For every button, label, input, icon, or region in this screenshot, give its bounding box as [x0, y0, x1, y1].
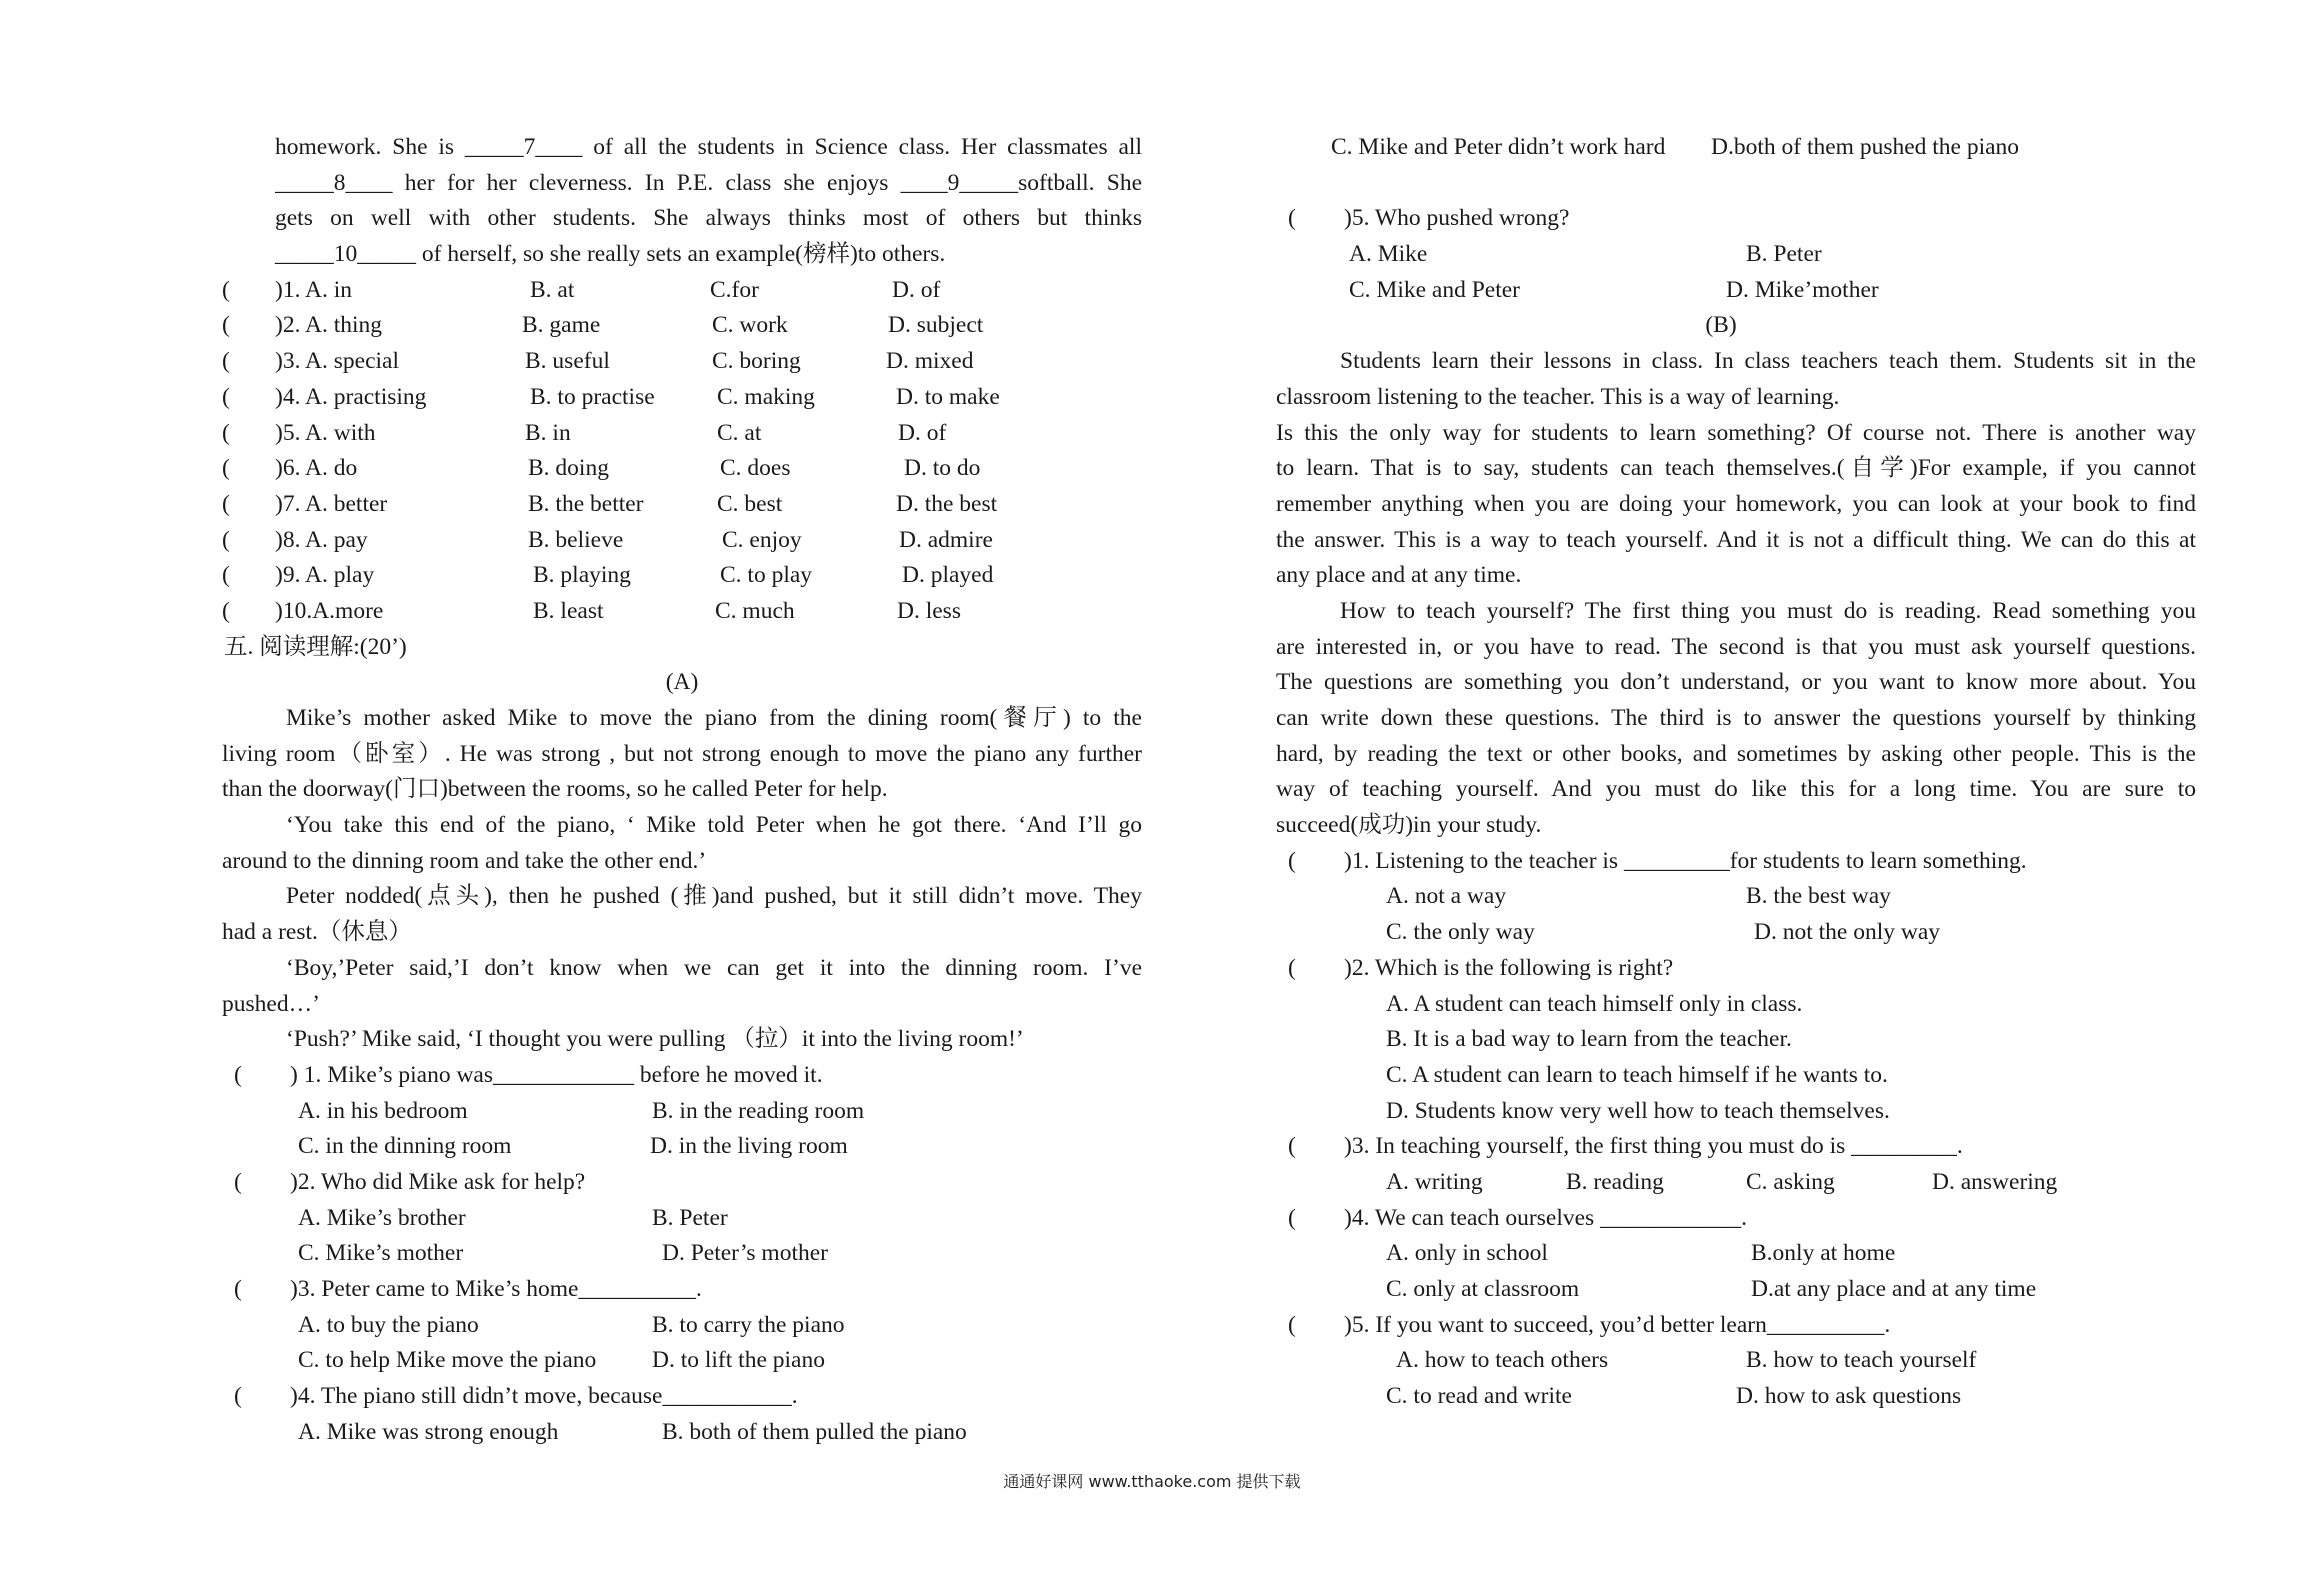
- answer-paren: (: [1288, 847, 1296, 874]
- question-stem-row: [222, 1165, 1142, 1201]
- question-stem-row: [222, 1379, 1142, 1415]
- cloze-question: [222, 594, 1142, 630]
- question-option-a: )8. A. pay: [275, 526, 368, 553]
- text-line: Is this the only way for students to learn something? Of course not. There is another way: [1276, 419, 2196, 446]
- text-line: classroom listening to the teacher. This is a way of learning.: [1276, 383, 1840, 410]
- text-line: living room（卧室）. He was strong , but not strong enough to move the piano any further: [222, 740, 1142, 767]
- question-stem: )4. We can teach ourselves ____________.: [1344, 1204, 1747, 1231]
- question-stem: )4. The piano still didn’t move, because___________.: [290, 1383, 798, 1410]
- option-b: B. Peter: [652, 1204, 728, 1231]
- question-stem: )3. In teaching yourself, the first thing you must do is _________.: [1344, 1133, 1963, 1160]
- text-line: hard, by reading the text or other books, and sometimes by asking other people. This is the: [1276, 740, 2196, 767]
- option-row: [1276, 273, 2196, 309]
- option-row: [1276, 1094, 2196, 1130]
- option-b: B. It is a bad way to learn from the teacher.: [1386, 1026, 1792, 1053]
- option-a: A. A student can teach himself only in class.: [1386, 990, 1803, 1017]
- spacer: [1276, 166, 2196, 202]
- option-c: C. Mike’s mother: [298, 1240, 464, 1267]
- question-option-d: D. to make: [896, 383, 1000, 410]
- question-option-b: B. in: [525, 419, 571, 446]
- answer-paren: (: [222, 526, 230, 553]
- cloze-paragraph: [222, 130, 1142, 273]
- question-option-c: C. does: [720, 455, 791, 482]
- answer-paren: (: [1288, 1133, 1296, 1160]
- question-stem-row: [1276, 844, 2196, 880]
- option-row: [1276, 1058, 2196, 1094]
- question-option-b: B. at: [530, 276, 575, 303]
- text-line: ‘You take this end of the piano, ‘ Mike told Peter when he got there. ‘And I’ll go: [286, 812, 1142, 839]
- question-option-a: )1. A. in: [275, 276, 353, 303]
- section-heading: 五. 阅读理解:(20’): [224, 633, 407, 660]
- question-option-b: B. least: [533, 597, 604, 624]
- option-a: A. writing: [1386, 1168, 1483, 1195]
- question-option-b: B. doing: [528, 455, 609, 482]
- cloze-question: [222, 344, 1142, 380]
- answer-paren: (: [1288, 954, 1296, 981]
- question-option-c: C.for: [710, 276, 759, 303]
- option-row: [1276, 1165, 2196, 1201]
- answer-paren: (: [234, 1383, 242, 1410]
- question-option-a: )6. A. do: [275, 455, 358, 482]
- question-option-b: B. game: [522, 312, 601, 339]
- text-line: gets on well with other students. She always thinks most of others but thinks: [275, 205, 1142, 232]
- option-a: A. only in school: [1386, 1240, 1548, 1267]
- option-row: [1276, 915, 2196, 951]
- text-line: can write down these questions. The third is to answer the questions yourself by thinking: [1276, 705, 2196, 731]
- question-option-b: B. to practise: [530, 383, 655, 410]
- passage-a-label: (A): [665, 669, 699, 696]
- cloze-question-list: [222, 273, 1142, 630]
- question-option-c: C. work: [712, 312, 788, 339]
- option-c: C. A student can learn to teach himself if he wants to.: [1386, 1061, 1888, 1088]
- option-b: B. how to teach yourself: [1746, 1347, 1977, 1374]
- answer-paren: (: [234, 1168, 242, 1195]
- cloze-question: [222, 523, 1142, 559]
- cloze-question: [222, 451, 1142, 487]
- text-line: ‘Boy,’Peter said,’I don’t know when we can get it into the dinning room. I’ve: [286, 954, 1142, 981]
- question-option-a: )10.A.more: [275, 597, 384, 624]
- answer-paren: (: [222, 383, 230, 410]
- option-b: B. Peter: [1746, 241, 1822, 268]
- answer-paren: (: [1288, 205, 1296, 232]
- question-option-c: C. best: [717, 490, 783, 517]
- passage-a: [222, 701, 1142, 1058]
- question-stem: )5. Who pushed wrong?: [1344, 205, 1570, 232]
- question-option-a: )4. A. practising: [275, 383, 427, 410]
- page-footer: 通通好课网 www.tthaoke.com 提供下载: [1003, 1472, 1301, 1491]
- passage-b-label: (B): [1705, 312, 1737, 339]
- option-row: [1276, 879, 2196, 915]
- answer-paren: (: [222, 597, 230, 624]
- question-option-a: )2. A. thing: [275, 312, 383, 339]
- option-b: B. to carry the piano: [652, 1311, 845, 1338]
- text-line: to learn. That is to say, students can teach themselves.(自学)For example, if you cannot: [1276, 455, 2196, 482]
- answer-paren: (: [222, 276, 230, 303]
- text-line: Students learn their lessons in class. In class teachers teach them. Students sit in the: [1340, 348, 2196, 375]
- question-option-a: )7. A. better: [275, 490, 388, 517]
- answer-paren: (: [222, 490, 230, 517]
- answer-paren: (: [222, 419, 230, 446]
- question-option-b: B. useful: [525, 348, 610, 375]
- text-line: ‘Push?’ Mike said, ‘I thought you were pulling （拉）it into the living room!’: [286, 1026, 1024, 1053]
- cloze-question: [222, 308, 1142, 344]
- option-d: D. how to ask questions: [1736, 1383, 1962, 1410]
- question-option-c: C. at: [717, 419, 762, 446]
- text-line: the answer. This is a way to teach yourself. And it is not a difficult thing. We can do this at: [1276, 526, 2196, 553]
- question-stem-row: [1276, 1129, 2196, 1165]
- option-row: [1276, 130, 2196, 166]
- text-line: had a rest.（休息）: [222, 919, 412, 946]
- text-line: Mike’s mother asked Mike to move the piano from the dining room(餐厅) to the: [286, 705, 1142, 731]
- text-line: any place and at any time.: [1276, 562, 1522, 589]
- question-option-a: )9. A. play: [275, 562, 375, 589]
- option-a: A. Mike: [1349, 241, 1428, 268]
- text-line: are interested in, or you have to read. The second is that you must ask yourself questions.: [1276, 633, 2196, 660]
- question-stem-row: [1276, 1308, 2196, 1344]
- option-c: C. Mike and Peter: [1349, 276, 1520, 303]
- option-d: D. in the living room: [650, 1133, 848, 1160]
- option-a: A. to buy the piano: [298, 1311, 479, 1338]
- question-option-b: B. playing: [533, 562, 631, 589]
- passage-b: [1276, 344, 2196, 844]
- option-row: [1276, 1272, 2196, 1308]
- answer-paren: (: [1288, 1311, 1296, 1338]
- option-row: [1276, 1379, 2196, 1415]
- option-row: [222, 1415, 1142, 1451]
- option-d: D. Peter’s mother: [662, 1240, 828, 1267]
- cloze-question: [222, 273, 1142, 309]
- cloze-question: [222, 558, 1142, 594]
- answer-paren: (: [222, 348, 230, 375]
- text-line: pushed…’: [222, 990, 320, 1017]
- question-option-d: D. subject: [888, 312, 984, 339]
- option-d: D. Mike’mother: [1726, 276, 1879, 303]
- option-d: D. not the only way: [1754, 919, 1941, 946]
- question-stem: )3. Peter came to Mike’s home__________.: [290, 1276, 702, 1302]
- question-option-c: C. to play: [720, 562, 813, 589]
- question-option-d: D. mixed: [886, 348, 974, 375]
- question-stem: )2. Which is the following is right?: [1344, 954, 1674, 981]
- passage-a-questions: [222, 1058, 1142, 1451]
- question-option-a: )3. A. special: [275, 348, 399, 375]
- passage-b-questions: [1276, 844, 2196, 1415]
- question-option-b: B. believe: [528, 526, 624, 553]
- right-column: [1276, 130, 2196, 1415]
- option-row: [222, 1129, 1142, 1165]
- question-option-c: C. making: [717, 383, 815, 410]
- option-row: [1276, 987, 2196, 1023]
- answer-paren: (: [222, 312, 230, 339]
- option-b: B.only at home: [1751, 1240, 1896, 1267]
- text-line: remember anything when you are doing your homework, you can look at your book to find: [1276, 490, 2196, 517]
- question-option-d: D. played: [902, 562, 994, 589]
- option-row: [1276, 1022, 2196, 1058]
- answer-paren: (: [222, 455, 230, 482]
- option-a: A. Mike’s brother: [298, 1204, 466, 1231]
- option-row: [222, 1236, 1142, 1272]
- question-option-d: D. of: [892, 276, 941, 303]
- answer-paren: (: [234, 1061, 242, 1088]
- question-stem: )1. Listening to the teacher is _________for students to learn something.: [1344, 847, 2027, 874]
- passage-a-questions-continued: [1276, 130, 2196, 308]
- text-line: How to teach yourself? The first thing you must do is reading. Read something you: [1340, 597, 2196, 624]
- option-row: [1276, 1343, 2196, 1379]
- left-column: [222, 130, 1142, 1450]
- answer-paren: (: [1288, 1204, 1296, 1231]
- question-option-d: D. of: [898, 419, 947, 446]
- question-stem: ) 1. Mike’s piano was____________ before he moved it.: [290, 1061, 823, 1088]
- option-c: C. to help Mike move the piano: [298, 1347, 597, 1374]
- option-d: D.both of them pushed the piano: [1711, 134, 2020, 160]
- option-row: [222, 1094, 1142, 1130]
- option-d: D. answering: [1932, 1168, 2058, 1195]
- option-a: A. not a way: [1386, 883, 1507, 910]
- option-c: C. asking: [1746, 1168, 1835, 1195]
- text-line: _____10_____ of herself, so she really sets an example(榜样)to others.: [275, 241, 946, 268]
- option-a: A. in his bedroom: [298, 1097, 468, 1124]
- question-option-c: C. enjoy: [722, 526, 802, 553]
- option-row: [1276, 1236, 2196, 1272]
- question-stem-row: [1276, 951, 2196, 987]
- option-b: B. in the reading room: [652, 1097, 865, 1124]
- question-option-c: C. much: [715, 597, 795, 624]
- option-row: [222, 1343, 1142, 1379]
- option-d: D.at any place and at any time: [1751, 1276, 2037, 1302]
- option-d: D. Students know very well how to teach themselves.: [1386, 1097, 1890, 1124]
- option-d: D. to lift the piano: [652, 1347, 825, 1374]
- text-line: way of teaching yourself. And you must do like this for a long time. You are sure to: [1276, 776, 2196, 803]
- question-stem-row: [222, 1272, 1142, 1308]
- option-row: [222, 1308, 1142, 1344]
- option-b: B. both of them pulled the piano: [662, 1418, 967, 1445]
- text-line: The questions are something you don’t understand, or you want to know more about. You: [1276, 669, 2196, 696]
- option-b: B. reading: [1566, 1168, 1664, 1195]
- text-line: Peter nodded(点头), then he pushed (推)and pushed, but it still didn’t move. They: [286, 883, 1142, 910]
- question-option-d: D. less: [897, 597, 961, 624]
- option-c: C. to read and write: [1386, 1383, 1572, 1410]
- answer-paren: (: [222, 562, 230, 589]
- question-stem-row: [1276, 1201, 2196, 1237]
- question-option-d: D. to do: [904, 455, 981, 482]
- option-c: C. the only way: [1386, 919, 1535, 946]
- question-stem: )5. If you want to succeed, you’d better learn__________.: [1344, 1311, 1891, 1338]
- text-line: succeed(成功)in your study.: [1276, 812, 1542, 839]
- option-a: A. Mike was strong enough: [298, 1418, 559, 1445]
- text-line: than the doorway(门口)between the rooms, so he called Peter for help.: [222, 776, 888, 803]
- option-c: C. in the dinning room: [298, 1133, 512, 1160]
- text-line: around to the dinning room and take the other end.’: [222, 847, 707, 874]
- question-stem-row: [222, 1058, 1142, 1094]
- option-c: C. only at classroom: [1386, 1276, 1580, 1302]
- question-stem: )2. Who did Mike ask for help?: [290, 1168, 586, 1195]
- cloze-question: [222, 487, 1142, 523]
- option-a: A. how to teach others: [1396, 1347, 1609, 1374]
- option-c: C. Mike and Peter didn’t work hard: [1331, 134, 1666, 160]
- cloze-question: [222, 380, 1142, 416]
- question-option-d: D. the best: [896, 490, 998, 517]
- question-option-a: )5. A. with: [275, 419, 376, 446]
- question-option-d: D. admire: [899, 526, 993, 553]
- option-row: [222, 1201, 1142, 1237]
- option-row: [1276, 237, 2196, 273]
- option-b: B. the best way: [1746, 883, 1891, 910]
- text-line: _____8____ her for her cleverness. In P.E. class she enjoys ____9_____softball. She: [275, 169, 1142, 196]
- cloze-question: [222, 416, 1142, 452]
- text-line: homework. She is _____7____ of all the students in Science class. Her classmates all: [275, 134, 1142, 160]
- answer-paren: (: [234, 1276, 242, 1302]
- question-stem-row: [1276, 201, 2196, 237]
- question-option-c: C. boring: [712, 348, 801, 375]
- question-option-b: B. the better: [528, 490, 644, 517]
